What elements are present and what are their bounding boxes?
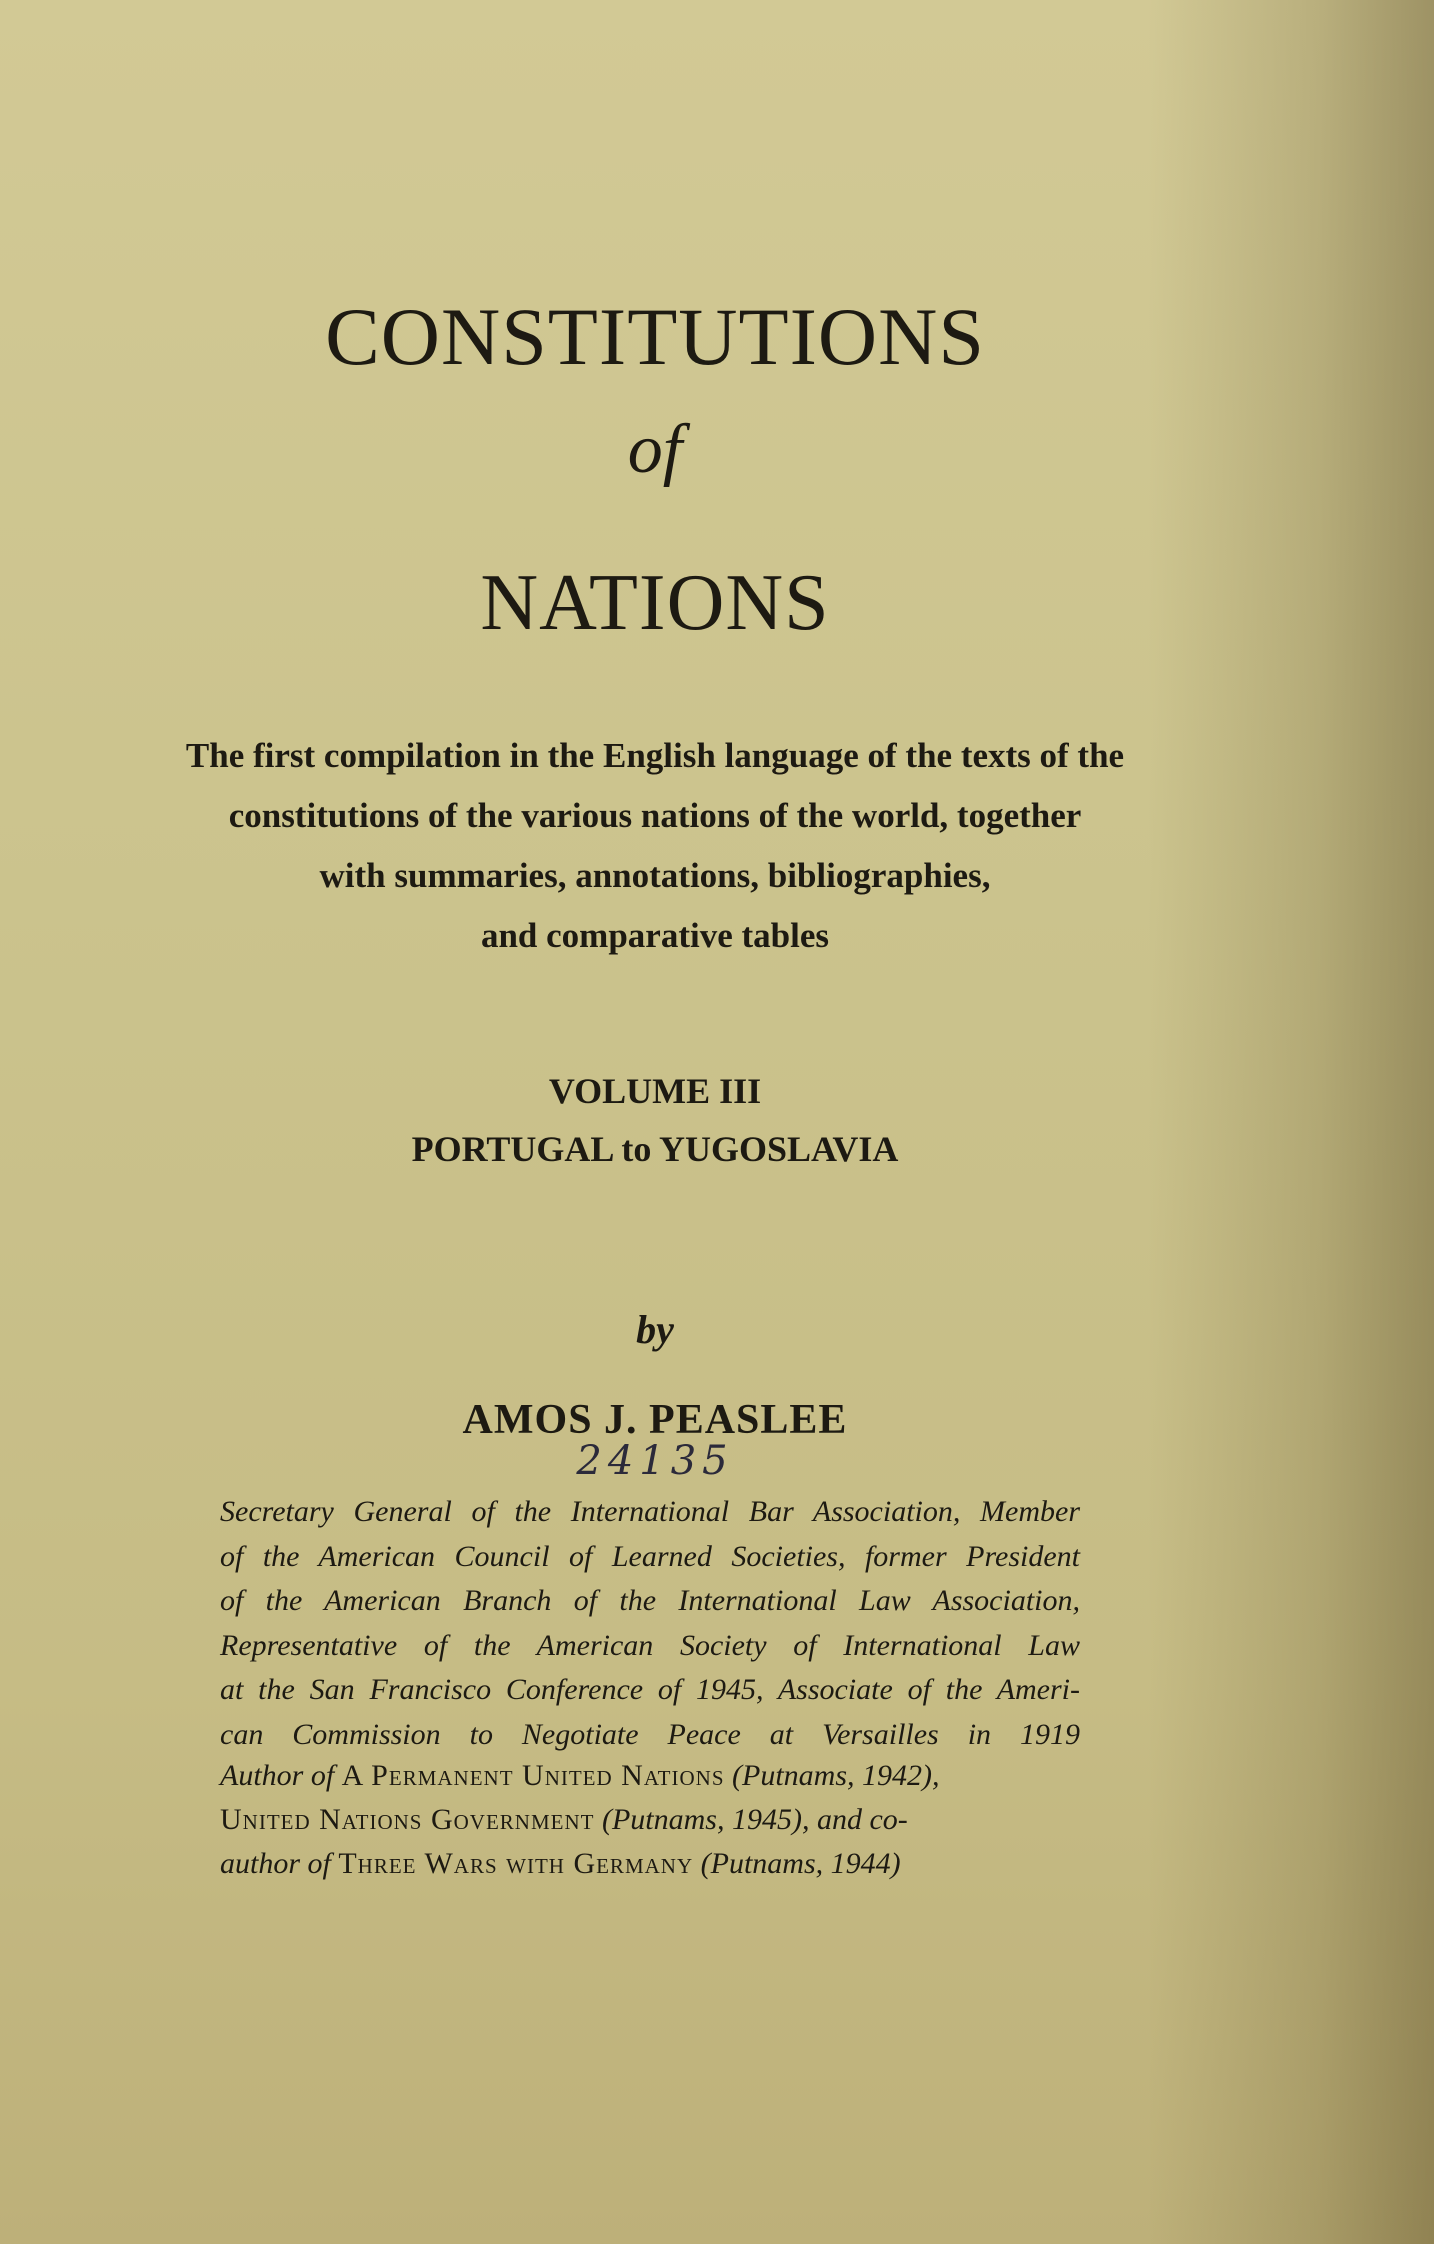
volume-block xyxy=(0,1062,1310,1178)
bio-line: of the American Branch of the International Law Association, xyxy=(220,1584,1080,1617)
works-text: author of xyxy=(220,1847,339,1880)
book-reference: Three Wars with Germany xyxy=(338,1847,694,1880)
book-reference: United Nations Government xyxy=(220,1803,595,1836)
works-text: (Putnams, 1942), xyxy=(724,1759,940,1792)
book-title-second-line: NATIONS xyxy=(480,559,830,647)
bio-line: of the American Council of Learned Societies, former President xyxy=(220,1539,1080,1573)
title-connector: of xyxy=(627,411,683,488)
bio-line: Representative of the American Society of International Law xyxy=(220,1628,1080,1662)
subtitle-line: and comparative tables xyxy=(480,916,830,955)
book-title: CONSTITUTIONS xyxy=(325,291,985,382)
book-reference: A Permanent United Nations xyxy=(341,1759,725,1792)
bio-line: Secretary General of the International Bar Association, Member xyxy=(220,1495,1080,1528)
works-line xyxy=(220,1754,1080,1798)
volume-range: PORTUGAL to YUGOSLAVIA xyxy=(411,1129,899,1169)
works-text: Author of xyxy=(220,1759,342,1792)
works-text: (Putnams, 1945), and co- xyxy=(594,1803,908,1836)
by-label: by xyxy=(636,1307,674,1352)
handwritten-note: 24135 xyxy=(576,1438,734,1484)
bio-line: at the San Francisco Conference of 1945, Associate of the Ameri- xyxy=(220,1673,1080,1706)
subtitle-line: with summaries, annotations, bibliographies, xyxy=(319,856,991,895)
subtitle-line: constitutions of the various nations of the world, together xyxy=(228,796,1082,835)
author-name: AMOS J. PEASLEE xyxy=(462,1397,848,1443)
volume-label: VOLUME III xyxy=(548,1071,762,1111)
subtitle-line: The first compilation in the English language of the texts of the xyxy=(185,736,1125,775)
works-text: (Putnams, 1944) xyxy=(693,1847,901,1880)
works-line xyxy=(220,1798,1080,1842)
author-works xyxy=(220,1754,1080,1886)
bio-line: can Commission to Negotiate Peace at Versailles in 1919 xyxy=(220,1717,1080,1751)
works-line xyxy=(220,1842,1080,1886)
author-bio xyxy=(220,1490,1080,1757)
subtitle xyxy=(70,726,1240,966)
